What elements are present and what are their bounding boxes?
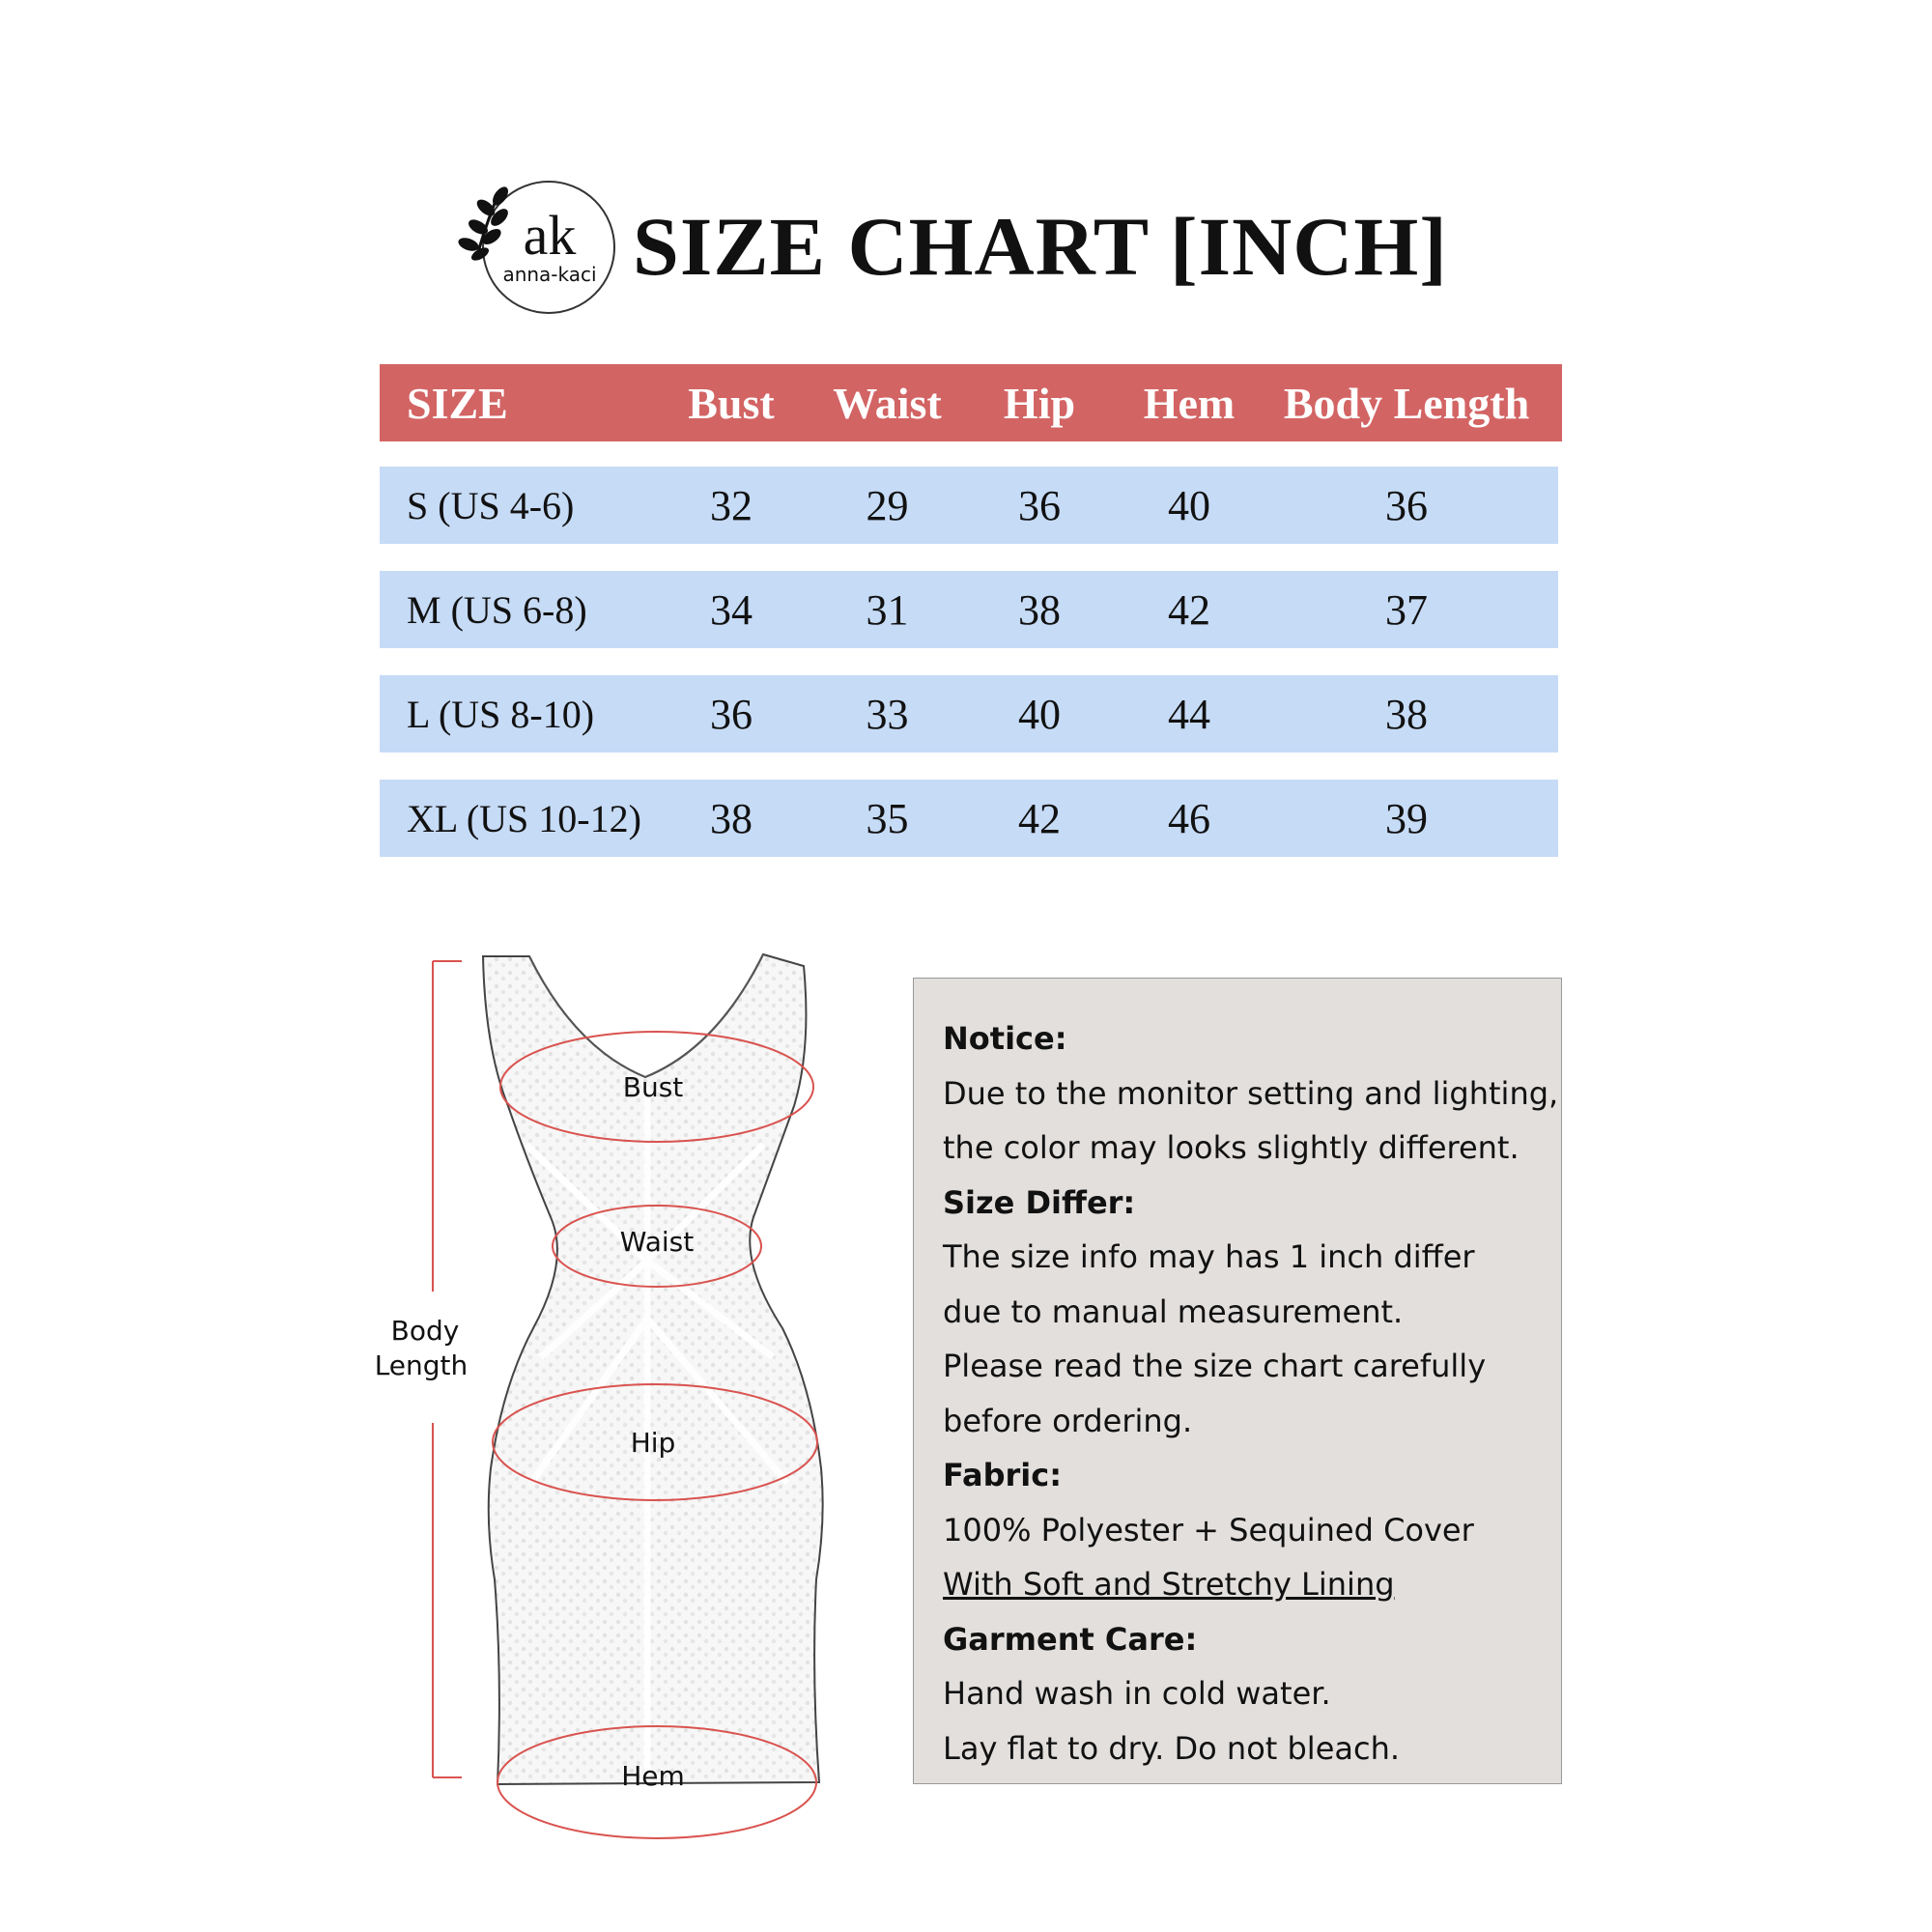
size-differ-heading: Size Differ: xyxy=(943,1183,1136,1221)
cell-size: XL (US 10-12) xyxy=(407,796,641,840)
notice-text: Due to the monitor setting and lighting, xyxy=(943,1074,1559,1112)
table-row xyxy=(380,571,1558,648)
page-title: SIZE CHART [INCH] xyxy=(633,200,1448,293)
bust-label: Bust xyxy=(622,1071,684,1103)
cell-waist: 29 xyxy=(866,481,909,529)
body-length-label-line1: Body xyxy=(390,1315,460,1347)
dress-measurement-diagram xyxy=(357,942,860,1840)
size-differ-text: The size info may has 1 inch differ xyxy=(943,1238,1475,1275)
cell-body-length: 37 xyxy=(1385,585,1428,634)
brand-monogram: ak xyxy=(523,204,577,267)
hem-label: Hem xyxy=(621,1760,685,1792)
cell-bust: 36 xyxy=(710,690,753,738)
cell-hem: 42 xyxy=(1168,585,1210,634)
table-row xyxy=(380,780,1558,857)
cell-size: M (US 6-8) xyxy=(407,587,587,632)
notice-box xyxy=(913,978,1562,1784)
cell-hip: 36 xyxy=(1018,481,1061,529)
cell-waist: 33 xyxy=(866,690,909,738)
header-bust: Bust xyxy=(688,378,775,428)
brand-logo xyxy=(457,177,616,320)
header-hem: Hem xyxy=(1143,378,1236,428)
size-differ-text: Please read the size chart carefully xyxy=(943,1348,1487,1384)
body-length-label-line2: Length xyxy=(374,1350,469,1381)
size-differ-text: before ordering. xyxy=(943,1402,1193,1439)
size-table xyxy=(380,364,1562,857)
cell-hip: 38 xyxy=(1018,585,1061,634)
fabric-lining-text: With Soft and Stretchy Lining xyxy=(943,1566,1395,1603)
fabric-heading: Fabric: xyxy=(943,1457,1062,1493)
cell-waist: 31 xyxy=(866,585,909,634)
table-header xyxy=(380,364,1562,441)
cell-bust: 34 xyxy=(710,585,753,634)
header-hip: Hip xyxy=(1003,378,1076,428)
cell-hip: 40 xyxy=(1018,690,1061,738)
cell-hem: 40 xyxy=(1168,481,1210,529)
cell-hip: 42 xyxy=(1018,794,1061,842)
header-waist: Waist xyxy=(833,378,942,428)
cell-size: L (US 8-10) xyxy=(407,692,595,736)
brand-name: anna-kaci xyxy=(502,263,597,286)
table-row xyxy=(380,675,1558,753)
cell-body-length: 39 xyxy=(1385,794,1428,842)
cell-hem: 44 xyxy=(1168,690,1210,738)
garment-care-text: Hand wash in cold water. xyxy=(943,1675,1331,1712)
cell-bust: 32 xyxy=(710,481,753,529)
fabric-text: 100% Polyester + Sequined Cover xyxy=(943,1511,1474,1548)
notice-text: the color may looks slightly different. xyxy=(943,1129,1520,1166)
hip-label: Hip xyxy=(630,1427,676,1459)
header-body-length: Body Length xyxy=(1283,378,1530,428)
table-row xyxy=(380,467,1558,544)
garment-care-heading: Garment Care: xyxy=(943,1620,1198,1658)
garment-care-text: Lay flat to dry. Do not bleach. xyxy=(943,1729,1401,1767)
notice-heading: Notice: xyxy=(943,1020,1067,1057)
leaf-branch-icon xyxy=(457,185,511,264)
cell-bust: 38 xyxy=(710,794,753,842)
cell-size: S (US 4-6) xyxy=(407,483,575,527)
waist-label: Waist xyxy=(619,1226,695,1258)
cell-body-length: 38 xyxy=(1385,690,1428,738)
size-differ-text: due to manual measurement. xyxy=(943,1293,1404,1330)
cell-body-length: 36 xyxy=(1385,481,1428,529)
cell-waist: 35 xyxy=(866,794,909,842)
header-size: SIZE xyxy=(407,378,508,428)
cell-hem: 46 xyxy=(1168,794,1210,842)
